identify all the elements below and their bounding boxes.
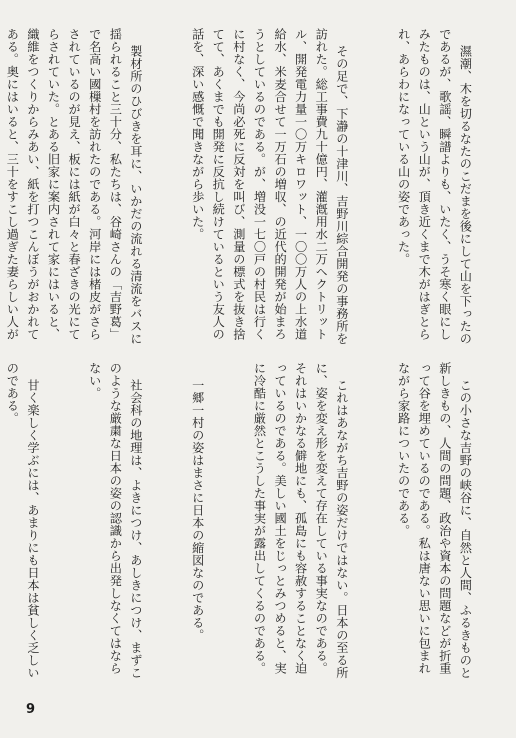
paragraph: その足で、下瀞の十津川、吉野川綜合開発の事務所を訪れた。総工事費九十億円、灌漑用水二万ヘクトリットル、開発電力量一〇万キロワット、一〇〇万人の上水道給水、米麦合せて一万石の増収、の近代的開発が始まろうとしているのである。が、増没一七〇戸の村民は行くに村なく、今尚必死に反対を叫び、測量の標式を抜き捨てて、あくまでも開発に反抗し続けているという友人の話を、深い感慨で聞きながら歩いた。 — [190, 28, 349, 345]
paragraph: 甘く楽しく学ぶには、あまりにも日本は貧しく乏しいのである。 — [5, 362, 40, 679]
page-number: 9 — [26, 702, 36, 717]
paragraph: この小さな吉野の峡谷に、自然と人間、ふるきものと新しきもの、人間の問題、政治や資本の問題などが折重って谷を埋めているのである。私は唐ない思いに包まれながら家路についたのである。 — [396, 362, 473, 679]
top-text-column — [5, 28, 496, 346]
paragraph: 製材所のひびきを耳に、いかだの流れる清流をバスに揺られること三十分、私たちは、谷崎さんの「吉野葛」で名高い國樔村を訪れたのである。河岸には楮皮がさらされているのが見え、板には紙が白々と春ざきの光にてらされていた。とある旧家に案内されて家にはいると、織維をつくりからみあい、紙を打つこんぼうがおかれてある。奥にはいると、三十をすこし過ぎた妻らしい人が — [5, 28, 143, 345]
paragraph: これはあながち吉野の姿だけではない。日本の至る所に、姿を変え形を変えて存在している事実なのである。それはいかなる僻地にも、孤島にも容赦することなく迫っているのである。美しい國土をじっとみつめると、実に冷酷に厳然とこうした事実が露出してくるのである。 — [252, 362, 349, 679]
paragraph: 一郷一村の姿はまさに日本の縮図なのである。 — [190, 378, 205, 642]
paragraph: 社会科の地理は、よきにつけ、あしきにつけ、まずこのような厳粛な日本の姿の認識から出発しなくてはならない。 — [87, 362, 143, 679]
bottom-text-column — [5, 362, 496, 682]
paragraph: 濕潮、木を切るなたのこだまを後にして山を下ったのであるが、歌謡、瞬譜よりも、いたく、うそ寒く眼にしみたものは、山という山が、頂き近くまで木がはぎとられ、あらわになっている山の姿であった。 — [396, 28, 473, 345]
